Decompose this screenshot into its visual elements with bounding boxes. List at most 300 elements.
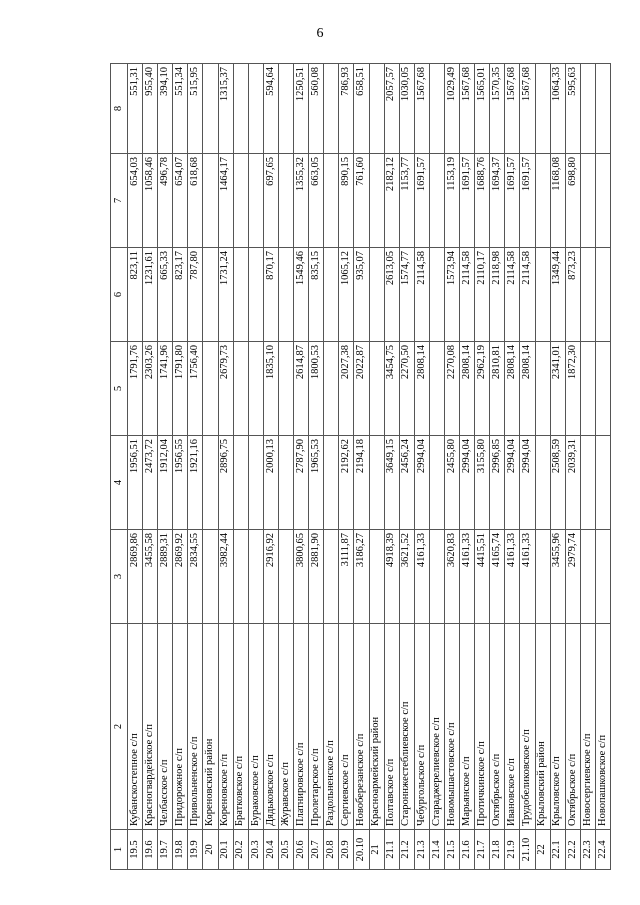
value-cell: 2303,26 (143, 342, 158, 436)
value-cell: 1573,94 (444, 248, 459, 342)
value-cell (233, 154, 248, 248)
value-cell: 2994,04 (414, 436, 429, 530)
table-row (158, 64, 173, 870)
settlement-name: Староннжестеблиевское с/п (399, 624, 414, 830)
row-number: 20.4 (263, 830, 278, 870)
value-cell: 2455,80 (444, 436, 459, 530)
settlement-name: Новопашковское с/п (595, 624, 610, 830)
row-number: 21.3 (414, 830, 429, 870)
value-cell: 698,80 (565, 154, 580, 248)
value-cell: 665,33 (158, 248, 173, 342)
value-cell (369, 436, 384, 530)
value-cell: 2808,14 (414, 342, 429, 436)
row-number: 22.4 (595, 830, 610, 870)
settlement-name: Сергиевское с/п (339, 624, 354, 830)
value-cell (580, 342, 595, 436)
value-cell: 870,17 (263, 248, 278, 342)
value-cell: 1567,68 (414, 64, 429, 154)
value-cell: 2114,58 (460, 248, 475, 342)
value-cell: 1835,10 (263, 342, 278, 436)
row-number: 20.5 (278, 830, 293, 870)
row-number: 22.3 (580, 830, 595, 870)
value-cell: 2456,24 (399, 436, 414, 530)
table-row (565, 64, 580, 870)
value-cell: 1965,53 (309, 436, 324, 530)
value-cell: 1065,12 (339, 248, 354, 342)
value-cell: 1921,16 (188, 436, 203, 530)
value-cell (203, 64, 218, 154)
row-number: 21 (369, 830, 384, 870)
value-cell (324, 248, 339, 342)
value-cell: 1574,77 (399, 248, 414, 342)
value-cell: 1231,61 (143, 248, 158, 342)
value-cell (580, 530, 595, 624)
row-number: 20.2 (233, 830, 248, 870)
table-row (354, 64, 369, 870)
value-cell: 560,08 (309, 64, 324, 154)
table-row (369, 64, 384, 870)
value-cell: 4918,39 (384, 530, 399, 624)
value-cell: 823,17 (173, 248, 188, 342)
value-cell: 496,78 (158, 154, 173, 248)
value-cell: 663,05 (309, 154, 324, 248)
value-cell: 2679,73 (218, 342, 233, 436)
row-number: 22.1 (550, 830, 565, 870)
table-row (490, 64, 505, 870)
value-cell: 3454,75 (384, 342, 399, 436)
value-cell: 2962,19 (475, 342, 490, 436)
value-cell: 1030,05 (399, 64, 414, 154)
value-cell (429, 64, 444, 154)
settlement-name: Дядьковское с/п (263, 624, 278, 830)
settlement-name: Октябрьское с/п (490, 624, 505, 830)
value-cell: 2808,14 (520, 342, 535, 436)
row-number: 21.4 (429, 830, 444, 870)
value-cell: 654,03 (128, 154, 143, 248)
value-cell: 786,93 (339, 64, 354, 154)
settlement-name: Бураковское с/п (248, 624, 263, 830)
value-cell: 2994,04 (520, 436, 535, 530)
header-cell: 2 (111, 624, 128, 830)
header-cell: 1 (111, 830, 128, 870)
value-cell: 890,15 (339, 154, 354, 248)
settlement-name: Стараджерелиевское с/п (429, 624, 444, 830)
value-cell (278, 530, 293, 624)
value-cell (278, 436, 293, 530)
value-cell (595, 64, 610, 154)
value-cell (203, 154, 218, 248)
value-cell: 2916,92 (263, 530, 278, 624)
value-cell: 2834,55 (188, 530, 203, 624)
settlement-name: Крыловское с/п (550, 624, 565, 830)
table-row (505, 64, 520, 870)
value-cell (535, 436, 550, 530)
value-cell (535, 64, 550, 154)
value-cell: 2979,74 (565, 530, 580, 624)
value-cell: 697,65 (263, 154, 278, 248)
value-cell: 823,11 (128, 248, 143, 342)
value-cell (233, 64, 248, 154)
value-cell: 1691,57 (505, 154, 520, 248)
table-row (595, 64, 610, 870)
value-cell: 2027,38 (339, 342, 354, 436)
value-cell: 1912,04 (158, 436, 173, 530)
value-cell (429, 342, 444, 436)
row-number: 22.2 (565, 830, 580, 870)
row-number: 19.6 (143, 830, 158, 870)
value-cell (595, 154, 610, 248)
settlement-name: Новоберезанское с/п (354, 624, 369, 830)
value-cell: 1064,33 (550, 64, 565, 154)
value-cell: 2270,50 (399, 342, 414, 436)
value-cell (580, 436, 595, 530)
table-row (429, 64, 444, 870)
value-cell: 3111,87 (339, 530, 354, 624)
row-number: 20.3 (248, 830, 263, 870)
value-cell: 4161,33 (520, 530, 535, 624)
value-cell: 2341,01 (550, 342, 565, 436)
value-cell: 935,07 (354, 248, 369, 342)
table-row (294, 64, 309, 870)
value-cell (535, 342, 550, 436)
value-cell: 618,68 (188, 154, 203, 248)
value-cell: 1691,57 (460, 154, 475, 248)
value-cell (580, 248, 595, 342)
value-cell (429, 436, 444, 530)
value-cell: 2110,17 (475, 248, 490, 342)
table-row (580, 64, 595, 870)
value-cell: 2869,86 (128, 530, 143, 624)
table-row (173, 64, 188, 870)
value-cell (595, 342, 610, 436)
value-cell (429, 154, 444, 248)
row-number: 21.9 (505, 830, 520, 870)
table-row (143, 64, 158, 870)
value-cell: 3455,96 (550, 530, 565, 624)
value-cell: 2114,58 (520, 248, 535, 342)
settlement-name: Протичкинское с/п (475, 624, 490, 830)
value-cell: 1741,96 (158, 342, 173, 436)
table-row (248, 64, 263, 870)
value-cell: 2057,57 (384, 64, 399, 154)
value-cell: 2473,72 (143, 436, 158, 530)
value-cell: 3982,44 (218, 530, 233, 624)
value-cell: 2192,62 (339, 436, 354, 530)
value-cell (369, 342, 384, 436)
value-cell: 3620,83 (444, 530, 459, 624)
value-cell: 3155,80 (475, 436, 490, 530)
row-number: 21.7 (475, 830, 490, 870)
value-cell: 2194,18 (354, 436, 369, 530)
value-cell: 1731,24 (218, 248, 233, 342)
value-cell: 1567,68 (505, 64, 520, 154)
table-row (520, 64, 535, 870)
value-cell: 2996,85 (490, 436, 505, 530)
header-cell: 8 (111, 64, 128, 154)
settlement-name: Марьянское с/п (460, 624, 475, 830)
value-cell: 1565,01 (475, 64, 490, 154)
row-number: 19.8 (173, 830, 188, 870)
row-number: 19.5 (128, 830, 143, 870)
value-cell (595, 530, 610, 624)
value-cell: 1315,37 (218, 64, 233, 154)
table-row (263, 64, 278, 870)
settlement-name: Ивановское с/п (505, 624, 520, 830)
settlement-name: Журавское с/п (278, 624, 293, 830)
value-cell (595, 436, 610, 530)
table-row (324, 64, 339, 870)
value-cell (278, 64, 293, 154)
table-row (550, 64, 565, 870)
table-row (128, 64, 143, 870)
value-cell: 2808,14 (505, 342, 520, 436)
value-cell: 1691,57 (414, 154, 429, 248)
value-cell: 2022,87 (354, 342, 369, 436)
settlement-name: Пролетарское с/п (309, 624, 324, 830)
table-row (535, 64, 550, 870)
value-cell (595, 248, 610, 342)
value-cell: 835,15 (309, 248, 324, 342)
row-number: 22 (535, 830, 550, 870)
value-cell (233, 436, 248, 530)
value-cell: 551,31 (128, 64, 143, 154)
value-cell (233, 342, 248, 436)
value-cell (324, 436, 339, 530)
value-cell (324, 64, 339, 154)
value-cell: 1800,53 (309, 342, 324, 436)
settlement-name: Раздольненское с/п (324, 624, 339, 830)
value-cell (580, 154, 595, 248)
settlement-name: Придорожное с/п (173, 624, 188, 830)
value-cell: 787,80 (188, 248, 203, 342)
value-cell: 2869,92 (173, 530, 188, 624)
rotated-table-frame (110, 64, 608, 870)
value-cell: 3800,65 (294, 530, 309, 624)
value-cell (203, 342, 218, 436)
value-cell: 3186,27 (354, 530, 369, 624)
value-cell (278, 342, 293, 436)
value-cell: 1464,17 (218, 154, 233, 248)
value-cell: 2808,14 (460, 342, 475, 436)
value-cell: 658,51 (354, 64, 369, 154)
data-table (110, 63, 611, 870)
value-cell (535, 154, 550, 248)
value-cell: 2614,87 (294, 342, 309, 436)
value-cell: 1567,68 (520, 64, 535, 154)
row-number: 20.7 (309, 830, 324, 870)
value-cell: 654,07 (173, 154, 188, 248)
value-cell: 1153,19 (444, 154, 459, 248)
value-cell: 594,64 (263, 64, 278, 154)
table-row (309, 64, 324, 870)
settlement-name: Платнировское с/п (294, 624, 309, 830)
row-number: 20.6 (294, 830, 309, 870)
value-cell: 1153,77 (399, 154, 414, 248)
value-cell: 4161,33 (460, 530, 475, 624)
value-cell: 1791,76 (128, 342, 143, 436)
settlement-name: Трудобеликовское с/п (520, 624, 535, 830)
value-cell: 2613,05 (384, 248, 399, 342)
value-cell (369, 64, 384, 154)
value-cell (278, 248, 293, 342)
value-cell: 2896,75 (218, 436, 233, 530)
value-cell: 4161,33 (505, 530, 520, 624)
value-cell (248, 436, 263, 530)
value-cell (429, 530, 444, 624)
table-header-row (111, 64, 128, 870)
header-cell: 4 (111, 436, 128, 530)
settlement-name: Кореновское г/п (218, 624, 233, 830)
settlement-name: Красногвардейское с/п (143, 624, 158, 830)
value-cell: 551,34 (173, 64, 188, 154)
value-cell (580, 64, 595, 154)
value-cell (203, 436, 218, 530)
page-number: 6 (316, 26, 324, 41)
value-cell: 2881,90 (309, 530, 324, 624)
settlement-name: Челбасское с/п (158, 624, 173, 830)
value-cell: 2994,04 (505, 436, 520, 530)
table-row (188, 64, 203, 870)
value-cell (248, 64, 263, 154)
rotated-table-area (110, 64, 608, 870)
value-cell (233, 248, 248, 342)
header-cell: 7 (111, 154, 128, 248)
value-cell: 2039,31 (565, 436, 580, 530)
row-number: 20.10 (354, 830, 369, 870)
value-cell: 1250,51 (294, 64, 309, 154)
settlement-name: Новосергиевское с/п (580, 624, 595, 830)
value-cell: 1756,40 (188, 342, 203, 436)
settlement-name: Полтавское с/п (384, 624, 399, 830)
table-row (384, 64, 399, 870)
value-cell (535, 248, 550, 342)
settlement-name: Красноармейский район (369, 624, 384, 830)
value-cell: 1029,49 (444, 64, 459, 154)
value-cell: 2810,81 (490, 342, 505, 436)
value-cell: 1349,44 (550, 248, 565, 342)
table-row (460, 64, 475, 870)
settlement-name: Кореновский район (203, 624, 218, 830)
value-cell: 1791,80 (173, 342, 188, 436)
value-cell: 3649,15 (384, 436, 399, 530)
value-cell: 2787,90 (294, 436, 309, 530)
header-cell: 5 (111, 342, 128, 436)
value-cell: 1688,76 (475, 154, 490, 248)
row-number: 20.8 (324, 830, 339, 870)
value-cell: 3455,58 (143, 530, 158, 624)
value-cell (324, 154, 339, 248)
settlement-name: Октябрьское с/п (565, 624, 580, 830)
row-number: 20.9 (339, 830, 354, 870)
settlement-name: Привольненское с/п (188, 624, 203, 830)
value-cell: 1691,57 (520, 154, 535, 248)
row-number: 20 (203, 830, 218, 870)
table-row (218, 64, 233, 870)
table-row (278, 64, 293, 870)
header-cell: 6 (111, 248, 128, 342)
settlement-name: Новомышастовское с/п (444, 624, 459, 830)
row-number: 21.8 (490, 830, 505, 870)
value-cell: 1058,46 (143, 154, 158, 248)
value-cell (233, 530, 248, 624)
value-cell (324, 342, 339, 436)
table-row (399, 64, 414, 870)
row-number: 21.2 (399, 830, 414, 870)
row-number: 21.10 (520, 830, 535, 870)
value-cell: 2270,08 (444, 342, 459, 436)
value-cell: 1168,08 (550, 154, 565, 248)
value-cell (535, 530, 550, 624)
value-cell: 2114,58 (505, 248, 520, 342)
settlement-name: Чебургольское с/п (414, 624, 429, 830)
table-row (444, 64, 459, 870)
value-cell: 1355,32 (294, 154, 309, 248)
value-cell (248, 530, 263, 624)
table-row (203, 64, 218, 870)
settlement-name: Крыловский район (535, 624, 550, 830)
header-cell: 3 (111, 530, 128, 624)
value-cell: 2114,58 (414, 248, 429, 342)
value-cell (203, 248, 218, 342)
value-cell: 873,23 (565, 248, 580, 342)
table-row (339, 64, 354, 870)
value-cell (429, 248, 444, 342)
value-cell: 761,60 (354, 154, 369, 248)
settlement-name: Братковское с/п (233, 624, 248, 830)
table-row (233, 64, 248, 870)
value-cell: 2508,59 (550, 436, 565, 530)
value-cell: 4165,74 (490, 530, 505, 624)
value-cell: 1956,55 (173, 436, 188, 530)
value-cell: 4161,33 (414, 530, 429, 624)
value-cell: 1872,30 (565, 342, 580, 436)
value-cell (248, 154, 263, 248)
value-cell (203, 530, 218, 624)
value-cell: 2994,04 (460, 436, 475, 530)
value-cell: 394,10 (158, 64, 173, 154)
table-row (475, 64, 490, 870)
value-cell: 1570,35 (490, 64, 505, 154)
value-cell: 2889,31 (158, 530, 173, 624)
row-number: 19.7 (158, 830, 173, 870)
value-cell (369, 530, 384, 624)
value-cell: 4415,51 (475, 530, 490, 624)
value-cell: 1549,46 (294, 248, 309, 342)
value-cell (248, 248, 263, 342)
value-cell: 515,95 (188, 64, 203, 154)
value-cell (369, 248, 384, 342)
value-cell: 1956,51 (128, 436, 143, 530)
value-cell: 1694,37 (490, 154, 505, 248)
row-number: 19.9 (188, 830, 203, 870)
value-cell (369, 154, 384, 248)
value-cell: 595,63 (565, 64, 580, 154)
table-body (111, 64, 611, 870)
value-cell: 955,40 (143, 64, 158, 154)
value-cell (248, 342, 263, 436)
value-cell: 2000,13 (263, 436, 278, 530)
table-row (414, 64, 429, 870)
value-cell: 3621,52 (399, 530, 414, 624)
row-number: 21.1 (384, 830, 399, 870)
settlement-name: Кубанскостепное с/п (128, 624, 143, 830)
value-cell (324, 530, 339, 624)
row-number: 21.5 (444, 830, 459, 870)
row-number: 21.6 (460, 830, 475, 870)
value-cell: 1567,68 (460, 64, 475, 154)
value-cell: 2182,12 (384, 154, 399, 248)
value-cell: 2118,98 (490, 248, 505, 342)
